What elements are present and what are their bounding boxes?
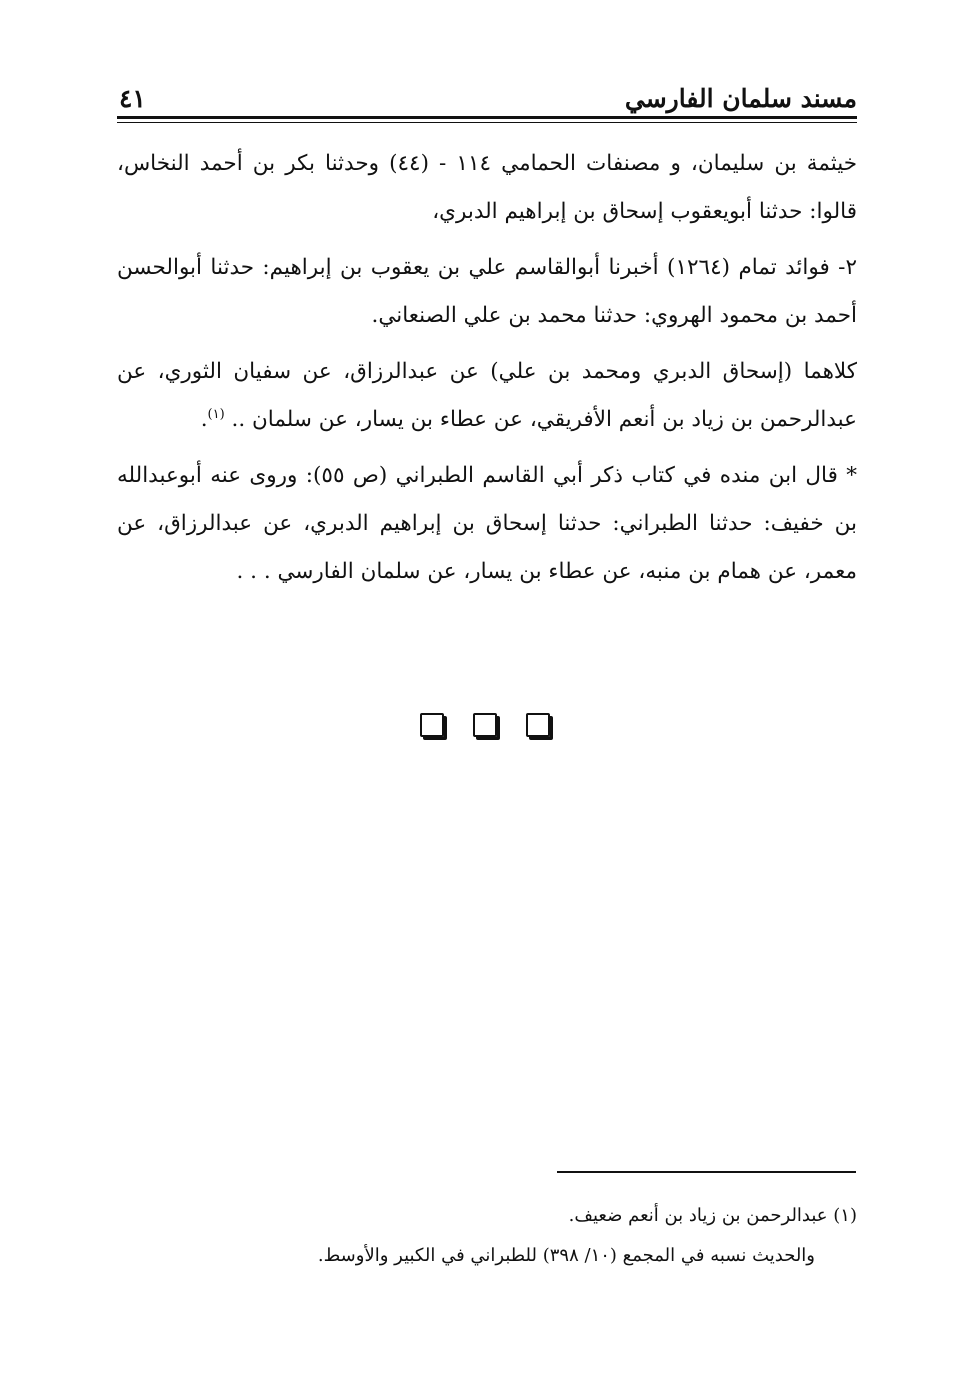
paragraph-2 <box>117 244 857 340</box>
paragraph-1 <box>117 140 857 236</box>
ornament-box-icon <box>526 713 550 737</box>
footnote-separator <box>557 1171 856 1173</box>
ornament-box-icon <box>420 713 444 737</box>
running-title: مسند سلمان الفارسي <box>624 84 857 113</box>
header-rule-thin <box>117 122 857 123</box>
paragraph-4-text: * قال ابن منده في كتاب ذكر أبي القاسم الطبراني (ص ٥٥): وروى عنه أبوعبدالله بن خفيف: حدثنا الطبراني: حدثنا إسحاق بن إبراهيم الدبري، عن عبدالرزاق، عن معمر، عن همام بن منبه، عن عطاء بن يسار، عن سلمان الفارسي . . . <box>117 463 857 584</box>
footnote-1: (١) عبدالرحمن بن زياد بن أنعم ضعيف. <box>568 1205 857 1226</box>
paragraph-3 <box>117 348 857 444</box>
paragraph-4 <box>117 452 857 596</box>
page-number: ٤١ <box>119 84 146 113</box>
paragraph-3-end: . <box>200 407 208 432</box>
ornament-box-icon <box>473 713 497 737</box>
paragraph-2-text: ٢- فوائد تمام (١٢٦٤) أخبرنا أبوالقاسم علي بن يعقوب بن إبراهيم: حدثنا أبوالحسن أحمد بن محمود الهروي: حدثنا محمد بن علي الصنعاني. <box>117 255 857 328</box>
paragraph-3-text: كلاهما (إسحاق الدبري ومحمد بن علي) عن عبدالرزاق، عن سفيان الثوري، عن عبدالرحمن بن زياد بن أنعم الأفريقي، عن عطاء بن يسار، عن سلمان .. <box>117 359 857 432</box>
main-text <box>117 140 857 604</box>
footnotes <box>117 1196 857 1276</box>
footnote-1-continuation: والحديث نسبه في المجمع (١٠/ ٣٩٨) للطبراني في الكبير والأوسط. <box>317 1245 815 1266</box>
section-divider-ornament <box>420 713 550 741</box>
paragraph-1-text: خيثمة بن سليمان، و مصنفات الحمامي ١١٤ - (٤٤) وحدثنا بكر بن أحمد النخاس، قالوا: حدثنا أبويعقوب إسحاق بن إبراهيم الدبري، <box>117 151 857 224</box>
page-header <box>117 80 857 120</box>
header-rule <box>117 116 857 119</box>
footnote-reference[interactable]: (١) <box>207 406 225 422</box>
